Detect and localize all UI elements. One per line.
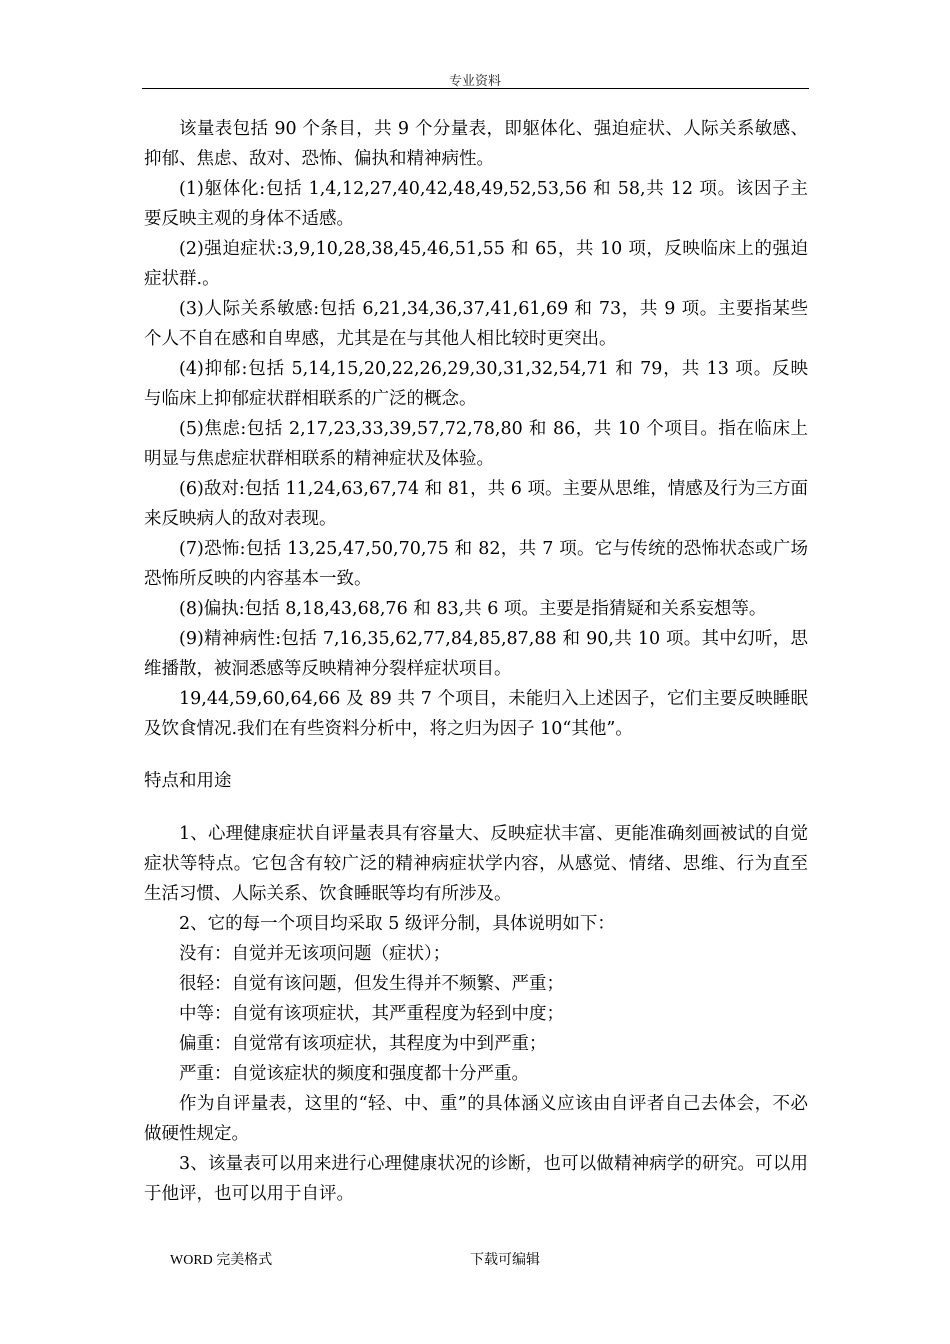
factor-5-paragraph: (5)焦虑:包括 2,17,23,33,39,57,72,78,80 和 86，共 10 个项目。指在临床上明显与焦虑症状群相联系的精神症状及体验。	[144, 419, 808, 469]
rating-none: 没有：自觉并无该项问题（症状）；	[179, 944, 451, 964]
factor-7-paragraph: (7)恐怖:包括 13,25,47,50,70,75 和 82，共 7 项。它与传统的恐怖状态或广场恐怖所反映的内容基本一致。	[144, 539, 808, 589]
footer-download-note: 下载可编辑	[470, 1252, 540, 1268]
factor-8-paragraph: (8)偏执:包括 8,18,43,68,76 和 83,共 6 项。主要是指猜疑和关系妄想等。	[179, 599, 767, 619]
usage-paragraph-2: 2、它的每一个项目均采取 5 级评分制，具体说明如下：	[179, 914, 615, 934]
usage-paragraph-3: 3、该量表可以用来进行心理健康状况的诊断，也可以做精神病学的研究。可以用于他评，也可以用于自评。	[144, 1154, 808, 1204]
factor-6-paragraph: (6)敌对:包括 11,24,63,67,74 和 81，共 6 项。主要从思维，情感及行为三方面来反映病人的敌对表现。	[144, 479, 808, 529]
rating-mild: 很轻：自觉有该问题，但发生得并不频繁、严重；	[179, 974, 564, 994]
document-body	[144, 114, 808, 1209]
section-heading: 特点和用途	[144, 771, 232, 791]
rating-rather-severe: 偏重：自觉常有该项症状，其程度为中到严重；	[179, 1034, 547, 1054]
self-rating-note: 作为自评量表，这里的“轻、中、重”的具体涵义应该由自评者自己去体会，不必做硬性规定。	[144, 1094, 808, 1144]
factor-1-paragraph: (1)躯体化:包括 1,4,12,27,40,42,48,49,52,53,56 和 58,共 12 项。该因子主要反映主观的身体不适感。	[144, 179, 808, 229]
intro-paragraph: 该量表包括 90 个条目，共 9 个分量表，即躯体化、强迫症状、人际关系敏感、抑郁、焦虑、敌对、恐怖、偏执和精神病性。	[144, 119, 808, 169]
usage-paragraph-1: 1、心理健康症状自评量表具有容量大、反映症状丰富、更能准确刻画被试的自觉症状等特点。它包含有较广泛的精神病症状学内容，从感觉、情绪、思维、行为直至生活习惯、人际关系、饮食睡眠等均有所涉及。	[144, 824, 808, 904]
rating-severe: 严重：自觉该症状的频度和强度都十分严重。	[179, 1064, 529, 1084]
factor-9-paragraph: (9)精神病性:包括 7,16,35,62,77,84,85,87,88 和 90,共 10 项。其中幻听，思维播散，被洞悉感等反映精神分裂样症状项目。	[144, 629, 808, 679]
other-items-paragraph: 19,44,59,60,64,66 及 89 共 7 个项目，未能归入上述因子，它们主要反映睡眠及饮食情况.我们在有些资料分析中，将之归为因子 10“其他”。	[144, 689, 808, 739]
factor-4-paragraph: (4)抑郁:包括 5,14,15,20,22,26,29,30,31,32,54,71 和 79，共 13 项。反映与临床上抑郁症状群相联系的广泛的概念。	[144, 359, 808, 409]
page-header: 专业资料	[448, 74, 501, 89]
factor-2-paragraph: (2)强迫症状:3,9,10,28,38,45,46,51,55 和 65，共 10 项，反映临床上的强迫症状群.。	[144, 239, 808, 289]
header-rule	[142, 88, 809, 89]
footer-format-note: WORD 完美格式	[170, 1253, 273, 1268]
factor-3-paragraph: (3)人际关系敏感:包括 6,21,34,36,37,41,61,69 和 73，共 9 项。主要指某些个人不自在感和自卑感，尤其是在与其他人相比较时更突出。	[144, 299, 808, 349]
rating-moderate: 中等：自觉有该项症状，其严重程度为轻到中度；	[179, 1004, 564, 1024]
